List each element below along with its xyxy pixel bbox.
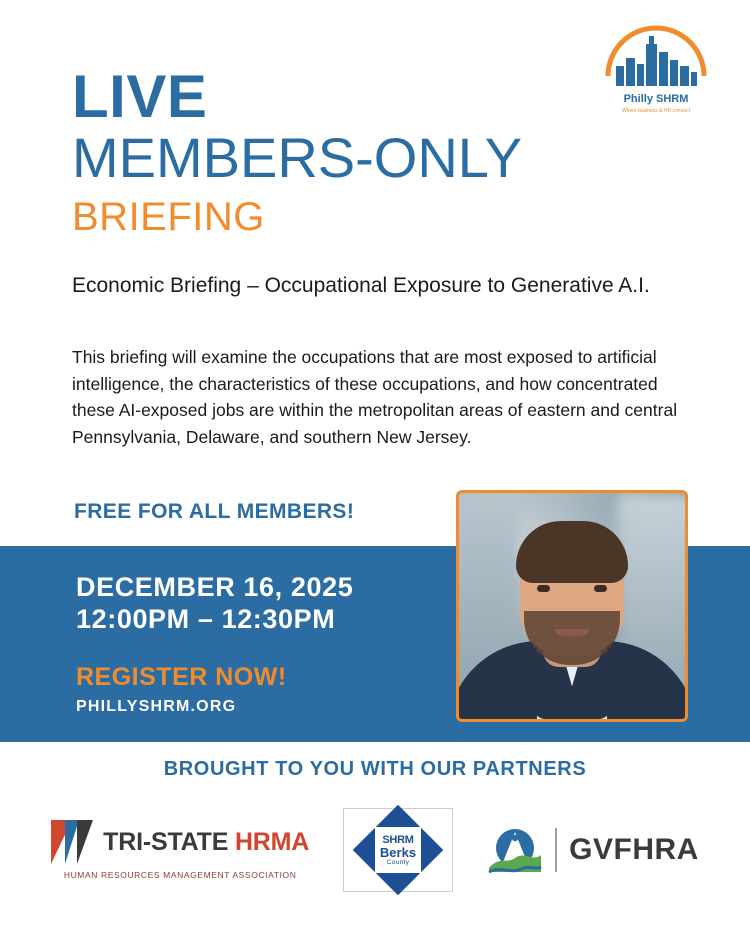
gvfhra-wordmark: GVFHRA — [569, 833, 699, 866]
tri-state-wordmark — [103, 828, 309, 857]
event-description: This briefing will examine the occupations that are most exposed to artificial intelligence, the characteristics of these occupations, and how concentrated these AI-exposed jobs are within the metropolitan areas of eastern and central Pennsylvania, Delaware, and southern New Jersey. — [72, 347, 678, 447]
speaker-headshot — [456, 490, 688, 722]
tri-state-subtitle: HUMAN RESOURCES MANAGEMENT ASSOCIATION — [63, 870, 297, 880]
event-subtitle: Economic Briefing – Occupational Exposure to Generative A.I. — [72, 274, 650, 297]
tri-state-mark-icon — [51, 820, 93, 864]
headline-members-only: MEMBERS-ONLY — [72, 126, 523, 189]
headshot-brow-right — [591, 575, 611, 580]
free-for-members-label: FREE FOR ALL MEMBERS! — [74, 500, 355, 523]
register-now-cta[interactable]: REGISTER NOW! — [76, 663, 287, 691]
tri-state-word-primary: TRI-STATE — [103, 827, 235, 856]
gvfhra-divider — [555, 828, 557, 872]
partner-logo-gvfhra — [487, 822, 699, 878]
headshot-eye-right — [594, 585, 607, 592]
headline-block — [72, 63, 692, 242]
headline-live: LIVE — [72, 63, 208, 130]
headshot-eye-left — [537, 585, 550, 592]
headshot-brow-left — [533, 575, 553, 580]
event-time: 12:00PM – 12:30PM — [76, 604, 336, 634]
partners-title: BROUGHT TO YOU WITH OUR PARTNERS — [163, 758, 587, 780]
berks-diamond-icon — [353, 805, 444, 896]
headline-briefing: BRIEFING — [72, 194, 265, 239]
tri-state-word-accent: HRMA — [234, 827, 310, 856]
logo-tagline: Where business & HR connect — [621, 108, 691, 114]
website-url[interactable]: PHILLYSHRM.ORG — [76, 698, 237, 715]
partner-logo-tri-state-hrma — [51, 820, 309, 880]
berks-line-2: Berks — [380, 845, 417, 860]
berks-line-3: County — [386, 859, 410, 866]
partners-row — [0, 802, 750, 898]
event-date: DECEMBER 16, 2025 — [76, 572, 354, 602]
partner-logo-shrm-berks-county — [343, 808, 453, 892]
headshot-hair — [516, 521, 628, 583]
berks-line-1: SHRM — [382, 834, 414, 846]
headshot-mouth — [555, 629, 589, 636]
gvfhra-mark-icon — [487, 822, 543, 878]
logo-name: Philly SHRM — [623, 93, 689, 105]
